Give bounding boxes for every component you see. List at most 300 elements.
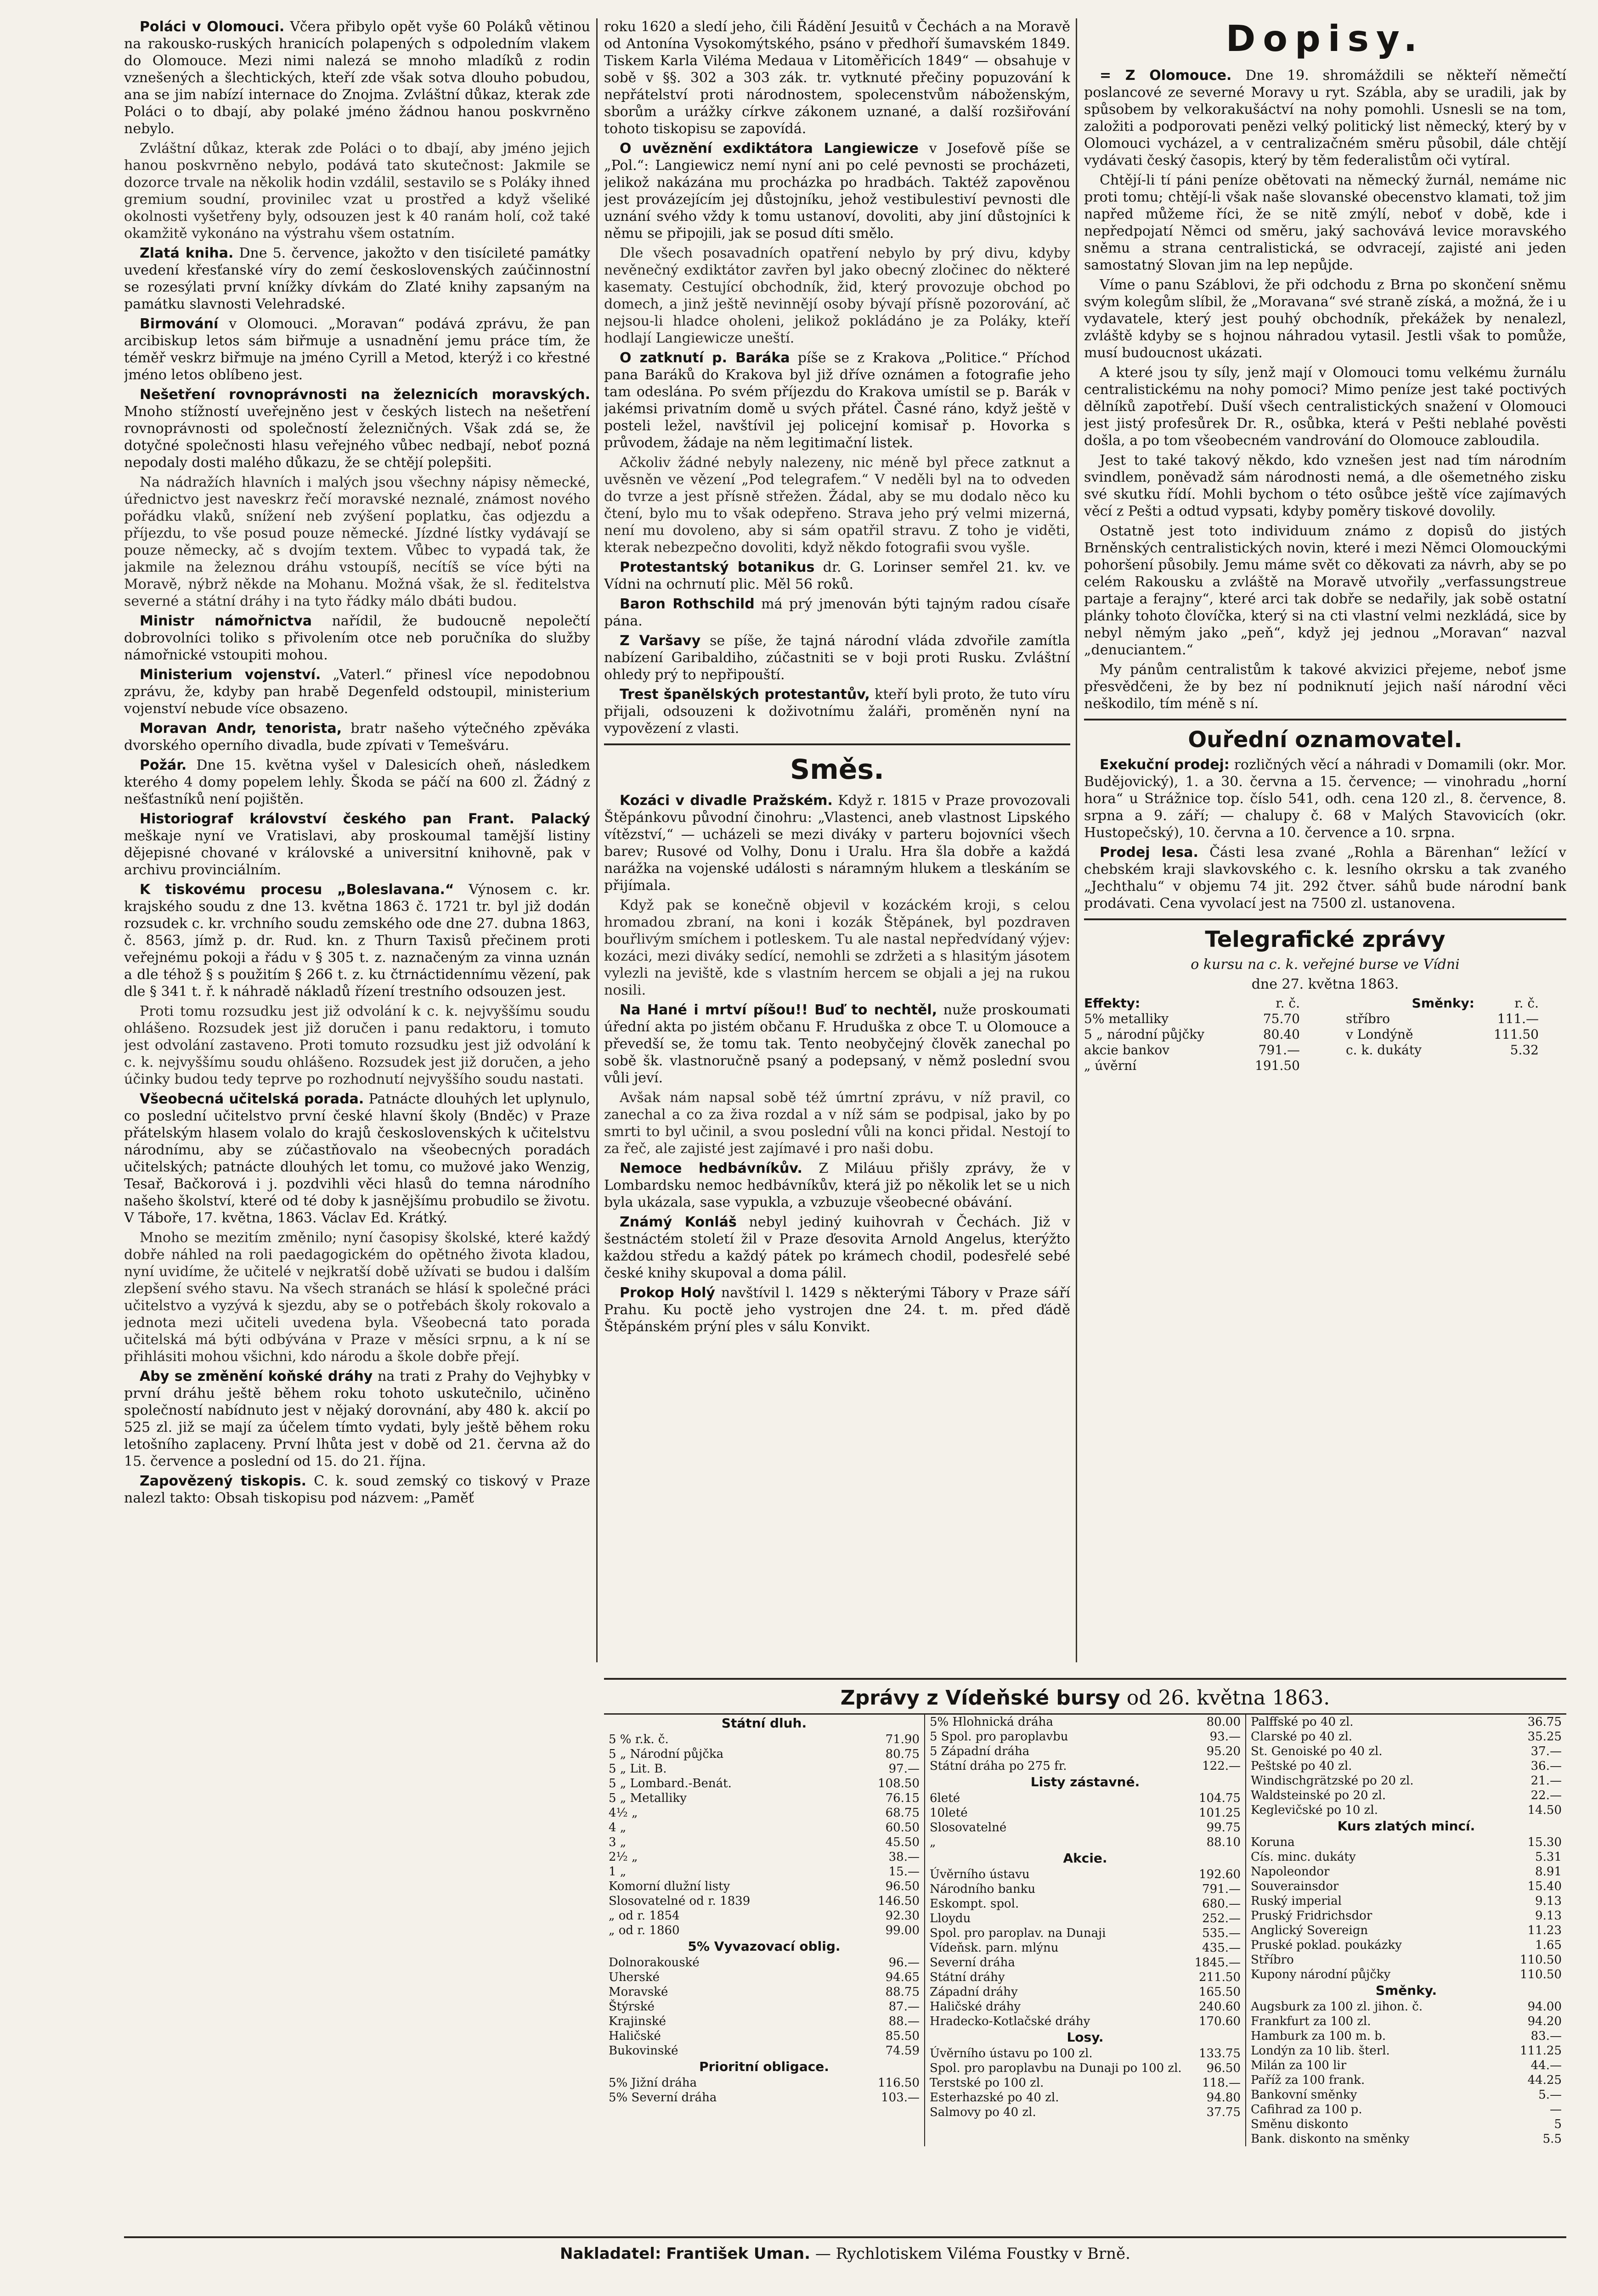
article-heading: Ministr námořnictva: [140, 613, 312, 629]
bursy-row: [609, 1955, 920, 1970]
bursy-value: 99.75: [1206, 1821, 1241, 1835]
bursy-columns: [604, 1713, 1566, 2146]
bursy-value: 15.30: [1527, 1835, 1562, 1849]
article: [124, 245, 590, 313]
bursy-row: [930, 1806, 1241, 1820]
bursy-label: Haličské: [609, 2029, 661, 2043]
bursy-value: 240.60: [1199, 2000, 1241, 2014]
bursy-value: 83.—: [1530, 2029, 1562, 2043]
article-heading: Exekuční prodej:: [1100, 757, 1230, 773]
bursy-title-bold: Zprávy z Vídeňské bursy: [840, 1686, 1120, 1710]
bursy-label: 5% Jižní dráha: [609, 2076, 697, 2090]
bursy-value: 76.15: [885, 1791, 920, 1805]
article-text: navštívil l. 1429 s některými Tábory v Praze sáří Prahu. Ku poctě jeho vystrojen dne 24. t. m. před ďádě Štěpánském prýní ples v sálu Konvikt.: [604, 1285, 1070, 1335]
bursy-value: 14.50: [1527, 1803, 1562, 1817]
bursy-label: Clarské po 40 zl.: [1251, 1730, 1353, 1744]
bursy-value: 101.25: [1199, 1806, 1241, 1820]
article-heading: Birmování: [140, 316, 219, 332]
bursy-row: [930, 1744, 1241, 1759]
article: [1084, 67, 1566, 169]
article-text: roku 1620 a sledí jeho, čili Řádění Jesuitů v Čechách a na Moravě od Antonína Vysokomýtského, psáno v předhoří šumavském 1849. Tiskem Karla Viléma Medaua v Litoměřicích 1849“ — obsahuje v sobě v §§. 302 a 303 zák. tr. vytknuté přečiny popuzování k nepřátelství proti národnostem, spolecenstvům náboženským, sborům a urážky církve zákonem uznané, a další rozšiřování tohoto tiskopisu se zapovídá.: [604, 19, 1070, 137]
bursy-label: Úvěrního ústavu po 100 zl.: [930, 2047, 1093, 2060]
bursy-label: Paříž za 100 frank.: [1251, 2073, 1365, 2087]
bursy-table: [604, 1671, 1566, 2209]
bursy-label: Salmovy po 40 zl.: [930, 2105, 1036, 2119]
telegraf-cell: 80.40: [1263, 1027, 1300, 1042]
bursy-label: Cís. minc. dukáty: [1251, 1850, 1356, 1864]
article: [604, 632, 1070, 683]
article-heading: Protestantský botanikus: [620, 559, 815, 575]
bursy-label: 2½ „: [609, 1850, 638, 1864]
article-heading: Známý Konláš: [620, 1214, 737, 1230]
bursy-label: Kupony národní půjčky: [1251, 1968, 1391, 1981]
article-text: na trati z Prahy do Vejhybky v první dráhu ještě během roku tohoto uskutečnilo, učiněno společností nabídnuto jest v nějaký dorovnání, aby 480 k. akcií po 525 zl. již se mají za účelem tímto vydati, byly ještě během roku letošního zaplaceny. První lhůta jest v době od 21. června až do 15. července a poslední od 15. do 21. října.: [124, 1368, 590, 1469]
section-rule: [1084, 719, 1566, 720]
article-heading: Trest španělských protestantův,: [620, 687, 870, 703]
bursy-row: [1251, 1923, 1562, 1938]
bursy-row: [1251, 1967, 1562, 1982]
bursy-row: [1251, 1953, 1562, 1967]
bursy-row: [1251, 1715, 1562, 1729]
bursy-value: 80.00: [1206, 1715, 1241, 1729]
bursy-row: [609, 1908, 920, 1923]
article-heading: Ministerium vojenství.: [140, 667, 321, 683]
bursy-row: [930, 1911, 1241, 1926]
bursy-label: Anglický Sovereign: [1251, 1924, 1368, 1937]
bursy-label: 6leté: [930, 1791, 960, 1805]
bursy-value: 37.75: [1206, 2105, 1241, 2119]
bursy-label: Palffské po 40 zl.: [1251, 1715, 1354, 1729]
bursy-row: [930, 1882, 1241, 1896]
telegraf-header: [1084, 996, 1566, 1011]
bursy-label: Haličské dráhy: [930, 2000, 1021, 2014]
bursy-value: 8.91: [1535, 1865, 1562, 1879]
article: [604, 140, 1070, 242]
bursy-row: [1251, 1803, 1562, 1818]
bursy-row: [930, 1896, 1241, 1911]
bursy-value: 68.75: [885, 1806, 920, 1820]
bursy-row: [930, 2090, 1241, 2105]
article-text: Ostatně jest toto individuum známo z dopisů do jistých Brněnských centralistických novin, které i mezi Němci Olomouckými pohoršení působily. Jemu máme svět co děkovati za návrh, aby se po celém Rakousku a zvláště na Moravě utvořily „verfassungstreue partaje a ferajny“, které arci tak dobře se nedařily, jak sobě ostatní plánky tohoto človíčka, který si na cti vlastní velmi nezkládá, sice by nebyl němým jako „peň“, když jej jednou „Moravan“ nazval „denuciantem.“: [1084, 523, 1566, 658]
bursy-label: 5 „ Lit. B.: [609, 1762, 667, 1776]
article: [124, 1368, 590, 1470]
bursy-label: 5% Hlohnická dráha: [930, 1715, 1053, 1729]
bursy-value: 96.50: [885, 1880, 920, 1893]
bursy-label: Směnu diskonto: [1251, 2117, 1349, 2131]
article-text: Výnosem c. kr. krajského soudu z dne 13. května 1863 č. 1721 tr. byl již dodán rozsudek c. kr. vrchního soudu zemského ode dne 27. dubna 1863, č. 8563, jímž p. dr. Rud. kn. z Thurn Taxisů přečinem proti veřejnému pokoji a řádu v § 305 t. z. naznačeným za vinna uznán a dle téhož § s použitím § 266 t. z. ku čtrnáctidennímu vězení, pak dle § 341 t. ř. k náhradě nákladů řízení trestního odsouzen jest.: [124, 882, 590, 1000]
bursy-label: Hamburk za 100 m. b.: [1251, 2029, 1386, 2043]
bursy-row: [930, 1759, 1241, 1773]
bursy-value: 22.—: [1530, 1789, 1562, 1802]
telegraf-cell: stříbro: [1346, 1011, 1390, 1026]
article: [124, 810, 590, 878]
article-filler: Proti tomu rozsudku jest již odvolání k c. k. nejvyššímu soudu ohlášeno. Rozsudek jest již doručen i panu redaktoru, i tomuto jest odvolání zastaveno. Proti tomuto rozsudku jest již odvolání k c. k. nejvyššímu soudu ohlášeno. Rozsudek jest již doručen, a jeho účinky budou tedy teprve po rozhodnutí nejvyššího soudu nastati.: [124, 1003, 590, 1087]
bursy-value: 44.—: [1530, 2059, 1562, 2072]
article-text: Víme o panu Száblovi, že při odchodu z Brna po skončení sněmu svým kolegům slíbil, že „Moravana“ své straně získá, a možná, že i u vydavatele, který jest pouhý obchodník, překážek by nenalezl, zvláště kdyby se s hojnou náhradou vytasil. Jestli však to pomůže, musí budoucnost ukázati.: [1084, 277, 1566, 361]
telegraf-cell: akcie bankov: [1084, 1042, 1170, 1058]
bursy-value: 92.30: [885, 1909, 920, 1923]
bursy-row: [930, 1715, 1241, 1729]
bursy-row: [1251, 1999, 1562, 2014]
bursy-label: Souverainsdor: [1251, 1880, 1339, 1893]
article-text: Chtějí-li tí páni peníze obětovati na německý žurnál, nemáme nic proti tomu; chtějí-li však naše slovanské obecenstvo klamati, tož jim napřed můžeme říci, že se nitě zmýlí, neboť v době, kde i nepředpojatí Němci od směru, jaký sachovává levice moravského sněmu a strana centralistická, se odvracejí, zajisté ani jeden samostatný Slovan jim na lep nepůjde.: [1084, 172, 1566, 273]
article-text: má prý jmenován býti tajným radou císaře pána.: [604, 596, 1070, 629]
bursy-value: 71.90: [885, 1733, 920, 1746]
bursy-row: [930, 1867, 1241, 1882]
bursy-label: Ruský imperial: [1251, 1894, 1342, 1908]
bursy-value: 97.—: [888, 1762, 920, 1776]
bursy-value: 15.—: [888, 1865, 920, 1879]
bursy-value: 118.—: [1202, 2076, 1241, 2090]
bursy-label: Koruna: [1251, 1835, 1295, 1849]
article-heading: O zatknutí p. Baráka: [620, 350, 790, 366]
bursy-value: 88.—: [888, 2015, 920, 2028]
article: [124, 18, 590, 137]
article-text: „Vaterl.“ přinesl více nepodobnou zprávu, že, kdyby pan hrabě Degenfeld odstoupil, ministerium vojenství nebude více obsazeno.: [124, 667, 590, 717]
bursy-row: [609, 1970, 920, 1985]
article-heading: Prokop Holý: [620, 1285, 715, 1301]
bursy-label: 3 „: [609, 1835, 627, 1849]
article-text: A které jsou ty síly, jenž mají v Olomouci tomu velkému žurnálu centralistickému na nohy pomoci? Mimo peníze jest také poctivých dělníků zapotřebí. Duší všech centralistických snažení v Olomouci jest jistý profesůrek Dr. R., osůbka, která v Pešti neblahé pověsti došla, a po tom všeobecném vandrování do Olomouce zabloudila.: [1084, 365, 1566, 449]
bursy-label: Moravské: [609, 1985, 668, 1999]
bursy-value: 5.31: [1535, 1850, 1562, 1864]
bursy-label: 5 Spol. pro paroplavbu: [930, 1730, 1068, 1744]
bursy-section-heading: Kurs zlatých mincí.: [1337, 1818, 1475, 1834]
telegraf-cell: 791.—: [1258, 1042, 1300, 1058]
telegraf-subtitle: o kursu na c. k. veřejné burse ve Vídni: [1191, 957, 1460, 973]
bursy-row: [609, 1923, 920, 1938]
newspaper-page: [18, 18, 1580, 2296]
bursy-row: [609, 2014, 920, 2029]
bursy-value: 37.—: [1530, 1745, 1562, 1758]
article-heading: = Z Olomouce.: [1100, 68, 1232, 84]
bursy-label: Státní dráha po 275 fr.: [930, 1759, 1067, 1773]
telegraf-cell: c. k. dukáty: [1346, 1042, 1422, 1058]
bursy-value: 1845.—: [1194, 1956, 1241, 1970]
bursy-label: Pruský Fridrichsdor: [1251, 1909, 1372, 1923]
bursy-value: 110.50: [1520, 1953, 1562, 1967]
bursy-row: [1251, 2102, 1562, 2117]
bursy-label: Pruské poklad. poukázky: [1251, 1938, 1402, 1952]
bursy-value: —: [1550, 2103, 1562, 2116]
bursy-value: 96.—: [888, 1956, 920, 1970]
bursy-label: Úvěrního ústavu: [930, 1868, 1030, 1881]
article-text: Včera přibylo opět vyše 60 Poláků větinou na rakousko-ruských hranicích polapených s odpoledním vlakem do Olomouce. Mezi nimi nalezá se mnoho mladíků z rodin vznešených a šlechtických, kteří zde však sotva dlouho pobudou, ana se jim nabízí internace do Znojma. Zvláštní důkaz, kterak zde Poláci o to dbají, aby polaké jméno žádnou hanou poskvrněno nebylo.: [124, 19, 590, 137]
bursy-section-heading: Akcie.: [1063, 1851, 1107, 1866]
bursy-value: 122.—: [1202, 1759, 1241, 1773]
bursy-row: [1251, 1864, 1562, 1879]
article-text: Jest to také takový někdo, kdo vznešen jest nad tím národním svindlem, poněvadž sám národnosti nemá, a dle ošemetného zisku své skutku řídí. Mohli bychom o této osůbce ještě více zajímavých věcí z Pešti a odtud vypsati, kdyby poměry tiskové dovolily.: [1084, 452, 1566, 519]
bursy-label: Vídeňsk. parn. mlýnu: [930, 1941, 1059, 1955]
article-text: nařídil, že budoucně nepolečtí dobrovolníci toliko s přivolením otce neb poručníka do služby námořnické vstoupiti mohou.: [124, 613, 590, 663]
bursy-value: 252.—: [1202, 1912, 1241, 1925]
column-rule: [596, 18, 598, 1662]
article: [604, 559, 1070, 593]
bursy-value: 680.—: [1202, 1897, 1241, 1911]
article-text: Dne 5. července, jakožto v den tisícileté památky uvedení křesťanské víry do zemí československých zaúčinnostní se rozesýlati první knížky dívkám do Zlaté knihy zapsaným na památku slavnosti Velehradské.: [124, 245, 590, 312]
bursy-row: [930, 1926, 1241, 1941]
bursy-value: 80.75: [885, 1747, 920, 1761]
bursy-label: Esterhazské po 40 zl.: [930, 2091, 1059, 2105]
bursy-section-heading: Státní dluh.: [721, 1716, 807, 1731]
bursy-value: 165.50: [1199, 1985, 1241, 1999]
article: [124, 1473, 590, 1507]
article-text: dr. G. Lorinser semřel 21. kv. ve Vídni na ochrnutí plic. Měl 56 roků.: [604, 559, 1070, 592]
column-rule: [1076, 18, 1077, 1662]
article-heading: Požár.: [140, 757, 187, 773]
section-rule: [604, 743, 1070, 745]
article-heading: Zlatá kniha.: [140, 245, 234, 261]
bursy-label: Dolnorakouské: [609, 1956, 700, 1970]
bursy-value: 435.—: [1202, 1941, 1241, 1955]
bursy-value: 95.20: [1206, 1745, 1241, 1758]
bursy-row: [1251, 1894, 1562, 1908]
bursy-value: 104.75: [1199, 1791, 1241, 1805]
bursy-title: [604, 1686, 1566, 1710]
bursy-row: [1251, 2029, 1562, 2043]
article-filler: Dle všech posavadních opatření nebylo by prý divu, kdyby nevěnečný exdiktátor zavřen byl jako obecný zločinec do některé kasematy. Cestující obchodník, žid, který provozuje obchod po domech, a jinž ještě nevinnějí osoby bývají přísně pozorování, ač nejsou-li hladce oholeni, jelikož pokládáno je za Poláky, kteří hodlají Langiewicze uneští.: [604, 245, 1070, 346]
bursy-section-heading: 5% Vyvazovací oblig.: [688, 1939, 841, 1954]
article-filler: Zvláštní důkaz, kterak zde Poláci o to dbají, aby jméno jejich hanou poskvrněno nebylo, podává tato skutečnost: Jakmile se dozorce trvale na několik hodin vzdálil, sestavilo se s Poláky ihned gremium soudní, provinilec vzat u prostřed a když všeliké okolnosti vyšetřeny byly, odsouzen jest k 40 ranám holí, což také okamžitě vykonáno na výstrahu všem ostatním.: [124, 141, 590, 242]
bursy-value: 21.—: [1530, 1774, 1562, 1788]
bursy-label: 10leté: [930, 1806, 968, 1820]
telegraf-col-rc: r. č.: [1514, 996, 1539, 1011]
section-rule: [604, 1678, 1566, 1680]
telegraf-col-smenky: Směnky:: [1412, 996, 1474, 1011]
bursy-row: [1251, 1938, 1562, 1953]
bursy-row: [930, 2014, 1241, 2029]
bursy-section-heading: Losy.: [1067, 2030, 1104, 2045]
bursy-value: 36.—: [1530, 1759, 1562, 1773]
bursy-label: 5 Západní dráha: [930, 1745, 1030, 1758]
article-heading: Z Varšavy: [620, 633, 701, 649]
article-text: kteří byli proto, že tuto víru přijali, odsouzeni k doživotnímu žaláři, proměněn nyní na vypovězení z vlasti.: [604, 687, 1070, 737]
bursy-row: [1251, 2073, 1562, 2088]
bursy-row: [930, 1970, 1241, 1985]
bursy-row: [609, 1999, 920, 2014]
article-heading: Baron Rothschild: [620, 596, 755, 612]
article: [604, 596, 1070, 630]
middle-column: [604, 18, 1070, 1662]
bursy-value: 94.65: [885, 1970, 920, 1984]
bursy-value: 108.50: [878, 1777, 920, 1790]
bursy-label: 5 „ Národní půjčka: [609, 1747, 724, 1761]
section-title-dopisy: Dopisy.: [1225, 18, 1425, 60]
article: [124, 666, 590, 717]
bursy-row: [609, 1894, 920, 1908]
telegraf-cell: 5 „ národní půjčky: [1084, 1027, 1205, 1042]
telegraf-col-effekty: Effekty:: [1084, 996, 1141, 1011]
bursy-label: Lloydu: [930, 1912, 971, 1925]
bursy-row: [609, 1820, 920, 1835]
bursy-label: Cafihrad za 100 p.: [1251, 2103, 1362, 2116]
bursy-value: 99.00: [885, 1924, 920, 1937]
article-heading: Historiograf království českého pan Frant. Palacký: [140, 811, 590, 827]
bursy-label: Stříbro: [1251, 1953, 1294, 1967]
article: [604, 1214, 1070, 1282]
article: [124, 720, 590, 754]
bursy-row: [609, 2043, 920, 2058]
bursy-row: [930, 1835, 1241, 1850]
article-text: Když r. 1815 v Praze provozovali Štěpánkovu původní činohru: „Vlastenci, aneb vlastnost Lipského vítězství,“ — ucházeli se mezi diváky v parteru bojovníci všech barev; Rusové od Volhy, Donu i Uralu. Hra šla dobře a každá narážka na vojenské události s náramným hlukem a tleskáním se přijímala.: [604, 793, 1070, 894]
bursy-row: [1251, 1773, 1562, 1788]
bursy-row: [609, 1850, 920, 1864]
footer-printer: — Rychlotiskem Viléma Foustky v Brně.: [815, 2245, 1130, 2263]
bursy-value: 45.50: [885, 1835, 920, 1849]
bursy-value: 9.13: [1535, 1894, 1562, 1908]
article-text: píše se z Krakova „Politice.“ Příchod pana Baráků do Krakova byl již dříve oznámen a fotografie jeho tam odeslána. Po svém příjezdu do Krakova umístil se p. Barák v jakémsi privatním domě u svých přátel. Časné ráno, když ještě v posteli ležel, navštívil jej policejní komisař p. Hovorka s průvodem, žádaje na něm legitimační listek.: [604, 350, 1070, 451]
bursy-label: „ od r. 1854: [609, 1909, 680, 1923]
bursy-label: Waldsteinské po 20 zl.: [1251, 1789, 1386, 1802]
article-heading: Zapovězený tiskopis.: [140, 1473, 307, 1489]
bursy-value: 15.40: [1527, 1880, 1562, 1893]
bursy-value: 87.—: [888, 2000, 920, 2014]
telegraf-date: dne 27. května 1863.: [1251, 976, 1399, 992]
article-text: Patnácte dlouhých let uplynulo, co poslední učitelstvo první české hlavní školy (Bnděc) v Praze přátelským hlasem volalo do krajů československých k učitelstvu národnímu, aby se zúčastňovalo na všeobecných poradách učitelských; patnácte dlouhých let tomu, co mužové jako Wenzig, Tesař, Bačkorová i j. pozdvihli věci hlasů do temna národního našeho školství, které od té doby k jasnějšímu probudilo se životu. V Táboře, 17. května, 1863. Václav Ed. Krátký.: [124, 1091, 590, 1226]
bursy-value: 211.50: [1199, 1970, 1241, 1984]
article-filler: Ačkoliv žádné nebyly nalezeny, nic méně byl přece zatknut a uvěsněn ve vězení „Pod telegrafem.“ V neděli byl na to odveden do tvrze a jest přísně střežen. Žádal, aby se mu dodalo něco ku čtení, bylo mu to však odepřeno. Strava jeho prý velmi mizerná, není mu dovoleno, aby si sám opatřil stravu. Z toho je viděti, kterak nebezpečno dovoliti, když někdo fotografii svou vyšle.: [604, 455, 1070, 556]
bursy-label: Spol. pro paroplavbu na Dunaji po 100 zl.: [930, 2061, 1182, 2075]
bursy-value: 60.50: [885, 1821, 920, 1835]
bursy-row: [1251, 1788, 1562, 1803]
bursy-value: 9.13: [1535, 1909, 1562, 1923]
article: [604, 349, 1070, 451]
telegraf-cell: „ úvěrní: [1084, 1058, 1137, 1073]
bursy-row: [609, 1879, 920, 1894]
bursy-label: Peštské po 40 zl.: [1251, 1759, 1352, 1773]
article: [604, 1160, 1070, 1211]
telegraf-cell: 5% metalliky: [1084, 1011, 1169, 1026]
bursy-row: [609, 1732, 920, 1747]
article: [124, 613, 590, 664]
article-text: nebyl jediný kuihovrah v Čechách. Již v šestnáctém století žil v Praze ďesovita Arnold Angelus, kterýžto každou středu a každý pátek po krámech chodil, podesřelé sebé české knihy skupoval a doma pálil.: [604, 1214, 1070, 1281]
bursy-label: Krajinské: [609, 2015, 666, 2028]
article-text: Dne 15. května vyšel v Dalesicích oheň, následkem kterého 4 domy popelem lehly. Škoda se páčí na 600 zl. Žádný z nešťastníků není pojištěn.: [124, 757, 590, 807]
article-filler: Na nádražích hlavních i malých jsou všechny nápisy německé, úřednictvo jest naveskrz řečí moravské neznalé, známost nového pořádku vlaků, snížení neb zvýšení poplatku, čas odjezdu a příjezdu, to vše posud pouze německé. Jízdné lístky vydávají se pouze německy, ač s dvojím textem. Vůbec to vypadá tak, že jakmile na železnou dráhu vstoupíš, necítíš se více býti na Moravě, nýbrž někde na Mohanu. Možná však, že sl. ředitelstva severné a státní dráhy i na tyto řádky málo dbáti budou.: [124, 474, 590, 609]
telegraf-cell: 5.32: [1510, 1042, 1539, 1058]
bursy-label: 5% Severní dráha: [609, 2091, 717, 2105]
bursy-value: 36.75: [1527, 1715, 1562, 1729]
article-text: meškaje nyní ve Vratislavi, aby proskoumal tamější listiny dějepisné chované v královské a universitní knihovně, pak v archivu provinciálním.: [124, 828, 590, 878]
bursy-value: 74.59: [885, 2044, 920, 2058]
bursy-value: 44.25: [1527, 2073, 1562, 2087]
article: [124, 1091, 590, 1227]
bursy-value: 103.—: [881, 2091, 920, 2105]
telegraf-row: [1084, 1027, 1566, 1042]
telegraf-row: [1084, 1011, 1566, 1027]
bursy-row: [609, 1985, 920, 1999]
bursy-label: Bankovní směnky: [1251, 2088, 1357, 2102]
bursy-row: [609, 2029, 920, 2043]
telegraf-cell: 75.70: [1263, 1011, 1300, 1026]
section-rule: [1084, 918, 1566, 920]
bursy-row: [609, 1761, 920, 1776]
bursy-row: [930, 1941, 1241, 1955]
right-column: [1084, 18, 1566, 1561]
bursy-label: Komorní dlužní listy: [609, 1880, 730, 1893]
bursy-value: 170.60: [1199, 2015, 1241, 2028]
bursy-label: 4 „: [609, 1821, 627, 1835]
article-text: nuže proskoumati úřední akta po jistém občanu F. Hruduška z obce T. u Olomouce a převedší se, že tomu tak. Tento neobyčejný člověk zanechal po sobě šk. vlastnoručně psaný a podepsaný, v němž poslední svou vůli jeví.: [604, 1002, 1070, 1086]
bursy-label: Slosovatelné od r. 1839: [609, 1894, 751, 1908]
bursy-label: Windischgrätzské po 20 zl.: [1251, 1774, 1414, 1788]
bursy-label: 1 „: [609, 1865, 627, 1879]
article-heading: O uvěznění exdiktátora Langiewicze: [620, 141, 919, 157]
bursy-value: 38.—: [888, 1850, 920, 1864]
article: [124, 386, 590, 471]
section-title-telegraf: Telegrafické zprávy: [1205, 927, 1446, 952]
bursy-value: 133.75: [1199, 2047, 1241, 2060]
article: [604, 1002, 1070, 1086]
bursy-value: 5: [1554, 2117, 1562, 2131]
telegraf-row: [1084, 1058, 1566, 1074]
bursy-value: 116.50: [878, 2076, 920, 2090]
article-heading: Poláci v Olomouci.: [140, 19, 285, 35]
bursy-value: 88.75: [885, 1985, 920, 1999]
bursy-value: 85.50: [885, 2029, 920, 2043]
bursy-label: Severní dráha: [930, 1956, 1015, 1970]
bursy-label: 5 % r.k. č.: [609, 1733, 669, 1746]
bursy-row: [609, 2090, 920, 2105]
bursy-label: Státní dráhy: [930, 1970, 1005, 1984]
telegraf-cell: 111.—: [1497, 1011, 1539, 1026]
bursy-row: [1251, 1908, 1562, 1923]
telegraf-cell: v Londýně: [1346, 1027, 1413, 1042]
article-heading: Všeobecná učitelská porada.: [140, 1091, 364, 1107]
bursy-section-heading: Listy zástavné.: [1030, 1774, 1140, 1790]
article-text: Mnoho stížností uveřejněno jest v českých listech na nešetření rovnoprávnosti od společností železničných. Však zdá se, že dotyčné společnosti hlasu veřejného vůbec nedbají, neboť pozná nepodaly dosti malého důkazu, že se chtějí polepšiti.: [124, 404, 590, 471]
bursy-section-heading: Prioritní obligace.: [699, 2059, 829, 2074]
article-text: C. k. soud zemský co tiskový v Praze nalezl takto: Obsah tiskopisu pod názvem: „Paměť: [124, 1473, 590, 1506]
bursy-label: „ od r. 1860: [609, 1924, 680, 1937]
bursy-row: [1251, 1744, 1562, 1759]
article-heading: K tiskovému procesu „Boleslavana.“: [140, 882, 454, 898]
article: [1084, 756, 1566, 841]
bursy-value: 96.50: [1206, 2061, 1241, 2075]
bursy-title-date: od 26. května 1863.: [1126, 1686, 1330, 1710]
section-title-urednioznamovatel: Ouřední oznamovatel.: [1188, 727, 1462, 753]
bursy-section-heading: Směnky.: [1375, 1983, 1437, 1998]
article-heading: Moravan Andr, tenorista,: [140, 720, 342, 737]
bursy-label: Štýrské: [609, 2000, 655, 2014]
article-text: Dne 19. shromáždili se někteří němečtí poslancové ze severné Moravy u ryt. Szábla, aby se uradili, jak by spůsobem by velkorakušáctví na nohy pomohli. Usnesli se na tom, založiti a podporovati penězi velký politický list německý, který by v Olomouci vycházel, a v centralizačném směru působil, dále chtějí vydávati český časopis, který by těm federalistům oči vytíral.: [1084, 68, 1566, 169]
bursy-label: Terstské po 100 zl.: [930, 2076, 1044, 2090]
telegraf-cell: 191.50: [1255, 1058, 1300, 1073]
bursy-value: 5.—: [1538, 2088, 1562, 2102]
bursy-label: Uherské: [609, 1970, 660, 1984]
bursy-label: St. Genoiské po 40 zl.: [1251, 1745, 1383, 1758]
article: [1084, 844, 1566, 912]
bursy-label: Slosovatelné: [930, 1821, 1007, 1835]
bursy-label: Bank. diskonto na směnky: [1251, 2132, 1410, 2146]
bursy-value: 110.50: [1520, 1968, 1562, 1981]
bursy-value: 5.5: [1542, 2132, 1562, 2146]
article-filler: Mnoho se mezitím změnilo; nyní časopisy školské, které každý dobře náhled na roli paedagogickém do opětného života kladou, nyní uvidíme, že učitelé v nejkratší době užívati se budou i dalším zlepšení svého stavu. Na všech stranách se hlásí k společné práci učitelstvo a vyzývá k sjezdu, aby se o potřebách školy rokovalo a jednota mezi učiteli uvedena byla. Všeobecná tato porada učitelská má býti odbývána v Praze v měsíci srpnu, a k ní se přihlásiti mohou všichni, kdo národu a škole dobře přejí.: [124, 1230, 590, 1365]
article-heading: Prodej lesa.: [1100, 844, 1198, 861]
bursy-label: Národního banku: [930, 1882, 1036, 1896]
bursy-row: [1251, 2043, 1562, 2058]
article: [124, 757, 590, 808]
article-heading: Aby se změnění koňské dráhy: [140, 1368, 373, 1384]
article-heading: Nešetření rovnoprávnosti na železnicích moravských.: [140, 387, 590, 403]
bursy-label: 4½ „: [609, 1806, 638, 1820]
footer-publisher: František Uman.: [666, 2245, 811, 2263]
bursy-row: [1251, 1759, 1562, 1773]
bursy-label: Hradecko-Kotlačské dráhy: [930, 2015, 1090, 2028]
bursy-col: [925, 1715, 1246, 2146]
bursy-row: [1251, 1729, 1562, 1744]
bursy-row: [930, 1820, 1241, 1835]
